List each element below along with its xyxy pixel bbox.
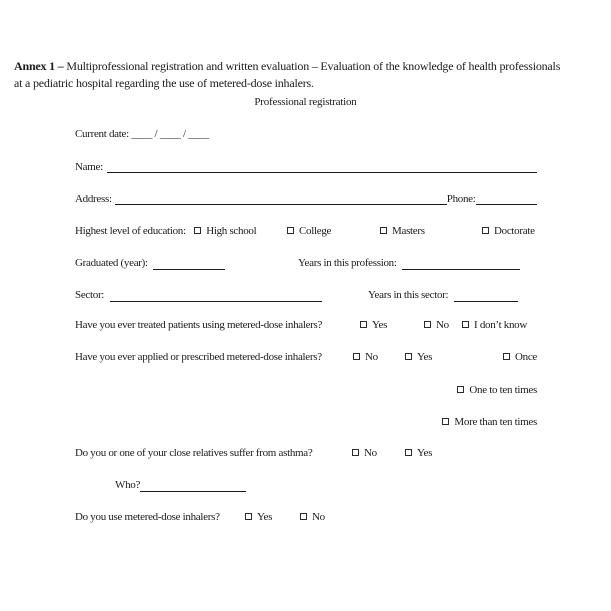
address-label: Address: [75, 193, 112, 205]
treated-option-dont-know[interactable] [462, 318, 527, 332]
applied-question-row [75, 350, 537, 364]
applied-option-more-than-ten[interactable] [442, 415, 537, 429]
applied-option-one-to-ten-row [75, 383, 537, 397]
option-label: No [365, 351, 378, 363]
checkbox-icon[interactable] [287, 227, 294, 234]
sector-input-line[interactable] [110, 290, 322, 302]
use-question-row [75, 510, 537, 524]
current-date-row [75, 127, 209, 141]
profession-years-label: Years in this profession: [298, 257, 397, 269]
asthma-option-no[interactable] [352, 446, 377, 460]
use-option-no[interactable] [300, 510, 325, 524]
sector-label: Sector: [75, 289, 105, 301]
name-label: Name: [75, 161, 103, 173]
who-row [115, 478, 246, 492]
applied-option-more-than-ten-row [75, 415, 537, 429]
education-row [75, 224, 537, 238]
header-line-2: at a pediatric hospital regarding the use of metered-dose inhalers. [14, 76, 314, 90]
option-label: Once [514, 351, 537, 363]
sector-years-group [368, 288, 518, 302]
graduated-input-line[interactable] [153, 258, 225, 270]
checkbox-icon[interactable] [405, 353, 412, 360]
treated-question: Have you ever treated patients using metered-dose inhalers? [75, 319, 323, 331]
option-label: Yes [257, 511, 273, 523]
checkbox-icon[interactable] [442, 418, 449, 425]
checkbox-icon[interactable] [194, 227, 201, 234]
education-option-college[interactable] [287, 224, 331, 238]
phone-label: Phone: [446, 193, 476, 205]
address-input-line[interactable] [115, 192, 447, 205]
applied-option-one-to-ten[interactable] [457, 383, 537, 397]
education-label: Highest level of education: [75, 225, 186, 237]
option-label: High school [206, 225, 257, 237]
graduated-label: Graduated (year): [75, 257, 148, 269]
option-label: More than ten times [454, 416, 537, 428]
who-label: Who? [115, 479, 141, 491]
education-option-doctorate[interactable] [482, 224, 535, 238]
option-label: Yes [417, 447, 433, 459]
who-input-line[interactable] [140, 480, 246, 492]
option-label: No [364, 447, 377, 459]
checkbox-icon[interactable] [457, 386, 464, 393]
education-option-high-school[interactable] [194, 225, 256, 237]
checkbox-icon[interactable] [300, 513, 307, 520]
checkbox-icon[interactable] [503, 353, 510, 360]
education-option-masters[interactable] [380, 224, 425, 238]
option-label: Yes [372, 319, 388, 331]
form-header [14, 58, 602, 92]
checkbox-icon[interactable] [482, 227, 489, 234]
sector-years-label: Years in this sector: [368, 289, 449, 301]
applied-option-yes[interactable] [405, 350, 432, 364]
option-label: I don’t know [474, 319, 528, 331]
sector-years-input-line[interactable] [454, 290, 518, 302]
treated-option-no[interactable] [424, 318, 449, 332]
checkbox-icon[interactable] [245, 513, 252, 520]
checkbox-icon[interactable] [380, 227, 387, 234]
asthma-option-yes[interactable] [405, 446, 432, 460]
use-option-yes[interactable] [245, 510, 272, 524]
sector-row [75, 288, 537, 302]
profession-years-input-line[interactable] [402, 258, 520, 270]
address-row [75, 192, 537, 206]
option-label: No [436, 319, 449, 331]
use-question: Do you use metered-dose inhalers? [75, 511, 220, 523]
applied-option-once[interactable] [503, 350, 537, 364]
option-label: One to ten times [469, 384, 537, 396]
option-label: Masters [392, 225, 425, 237]
treated-option-yes[interactable] [360, 318, 387, 332]
phone-input-line[interactable] [476, 192, 537, 205]
asthma-question-row [75, 446, 537, 460]
annex-label: Annex 1 – [14, 59, 64, 73]
current-date-label: Current date: [75, 128, 129, 140]
checkbox-icon[interactable] [360, 321, 367, 328]
header-line-1 [14, 58, 602, 75]
checkbox-icon[interactable] [352, 449, 359, 456]
profession-years-group [298, 256, 520, 270]
applied-option-no[interactable] [353, 350, 378, 364]
graduated-row [75, 256, 537, 270]
header-title: Multiprofessional registration and written evaluation – Evaluation of the knowledge of health professionals [66, 59, 561, 73]
section-title: Professional registration [254, 96, 357, 108]
option-label: No [312, 511, 325, 523]
asthma-question: Do you or one of your close relatives suffer from asthma? [75, 447, 313, 459]
checkbox-icon[interactable] [405, 449, 412, 456]
option-label: Yes [417, 351, 433, 363]
treated-question-row [75, 318, 537, 332]
option-label: Doctorate [494, 225, 535, 237]
applied-question: Have you ever applied or prescribed metered-dose inhalers? [75, 351, 322, 363]
name-input-line[interactable] [107, 160, 537, 173]
checkbox-icon[interactable] [353, 353, 360, 360]
option-label: College [299, 225, 332, 237]
current-date-blanks[interactable]: ____ / ____ / ____ [131, 128, 210, 140]
name-row [75, 160, 537, 174]
checkbox-icon[interactable] [462, 321, 469, 328]
checkbox-icon[interactable] [424, 321, 431, 328]
